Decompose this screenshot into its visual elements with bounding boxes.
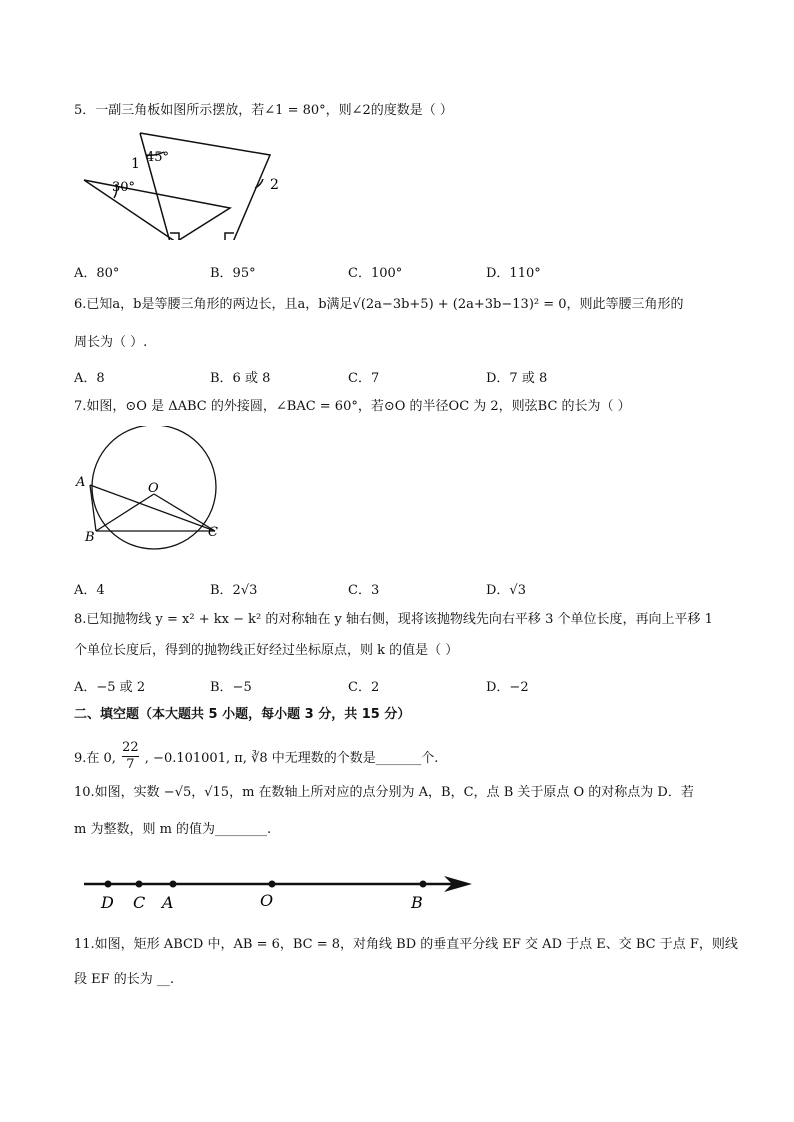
q5-option-d[interactable]: D．110°: [486, 266, 541, 281]
q8-stem-line2: 个单位长度后，得到的抛物线正好经过坐标原点，则 k 的值是（ ）: [74, 643, 459, 658]
q10-point-c: [136, 881, 143, 888]
q10-point-d: [105, 881, 112, 888]
q5-label-45: 45°: [146, 150, 170, 165]
q8-option-a[interactable]: A．−5 或 2: [74, 680, 146, 695]
q7-label-b: B: [85, 530, 95, 545]
q11-stem-line2: 段 EF 的长为 __.: [74, 972, 175, 987]
q5-triangle-figure: [80, 130, 300, 240]
section-2-heading: 二、填空题（本大题共 5 小题，每小题 3 分，共 15 分）: [74, 707, 411, 722]
q7-circle-figure: [72, 426, 232, 556]
q8-option-d[interactable]: D．−2: [486, 680, 529, 695]
q5-label-30: 30°: [112, 180, 136, 195]
q6-option-b[interactable]: B．6 或 8: [210, 371, 271, 386]
q10-number-line: [80, 868, 490, 918]
q5-option-c[interactable]: C．100°: [348, 266, 403, 281]
q10-point-o: [269, 881, 276, 888]
q10-label-b: B: [411, 893, 423, 912]
q10-stem-line1: 10.如图，实数 −√5，√15，m 在数轴上所对应的点分别为 A，B，C，点 B 关于原点 O 的对称点为 D．若: [74, 785, 694, 800]
q10-point-a: [170, 881, 177, 888]
q6-option-a[interactable]: A．8: [74, 371, 105, 386]
q6-stem-line2: 周长为（ ）.: [74, 335, 148, 350]
q10-label-c: C: [133, 893, 146, 912]
q6-option-c[interactable]: C．7: [348, 371, 380, 386]
q6-stem-line1: 6.已知a，b是等腰三角形的两边长，且a，b满足√(2a−3b+5) + (2a+3b−13)² = 0，则此等腰三角形的: [74, 297, 684, 312]
q5-label-2: 2: [270, 177, 279, 193]
q7-stem: 7.如图，⊙O 是 ΔABC 的外接圆，∠BAC = 60°，若⊙O 的半径OC 为 2，则弦BC 的长为（ ）: [74, 399, 631, 414]
q9-fraction: [122, 740, 139, 773]
q11-stem-line1: 11.如图，矩形 ABCD 中，AB = 6，BC = 8，对角线 BD 的垂直平分线 EF 交 AD 于点 E、交 BC 于点 F，则线: [74, 937, 738, 952]
q9-frac-den: 7: [126, 757, 135, 772]
q8-option-b[interactable]: B．−5: [210, 680, 252, 695]
q7-option-d[interactable]: D．√3: [486, 583, 526, 598]
q10-label-d: D: [101, 893, 114, 912]
q8-stem-line1: 8.已知抛物线 y = x² + kx − k² 的对称轴在 y 轴右侧，现将该抛物线先向右平移 3 个单位长度，再向上平移 1: [74, 612, 713, 627]
q7-option-a[interactable]: A．4: [74, 583, 105, 598]
q10-label-o: O: [260, 891, 274, 910]
q9-suffix: , −0.101001, π, ∛8 中无理数的个数是_______个.: [144, 751, 439, 766]
q6-option-d[interactable]: D．7 或 8: [486, 371, 548, 386]
q9-prefix: 9.在 0,: [74, 751, 116, 766]
q7-label-a: A: [76, 475, 86, 490]
q5-option-b[interactable]: B．95°: [210, 266, 256, 281]
q7-label-c: C: [208, 525, 218, 540]
q5-stem: 5．一副三角板如图所示摆放，若∠1 = 80°，则∠2的度数是（ ）: [74, 103, 453, 118]
q7-option-c[interactable]: C．3: [348, 583, 380, 598]
q9-frac-num: 22: [122, 740, 139, 755]
q5-label-1: 1: [131, 156, 140, 172]
q10-point-b: [420, 881, 427, 888]
q8-option-c[interactable]: C．2: [348, 680, 380, 695]
q7-label-o: O: [148, 481, 159, 496]
q9-stem: [74, 740, 438, 776]
q5-option-a[interactable]: A．80°: [74, 266, 120, 281]
q10-stem-line2: m 为整数，则 m 的值为________.: [74, 822, 272, 837]
q10-label-a: A: [162, 893, 174, 912]
q7-option-b[interactable]: B．2√3: [210, 583, 258, 598]
